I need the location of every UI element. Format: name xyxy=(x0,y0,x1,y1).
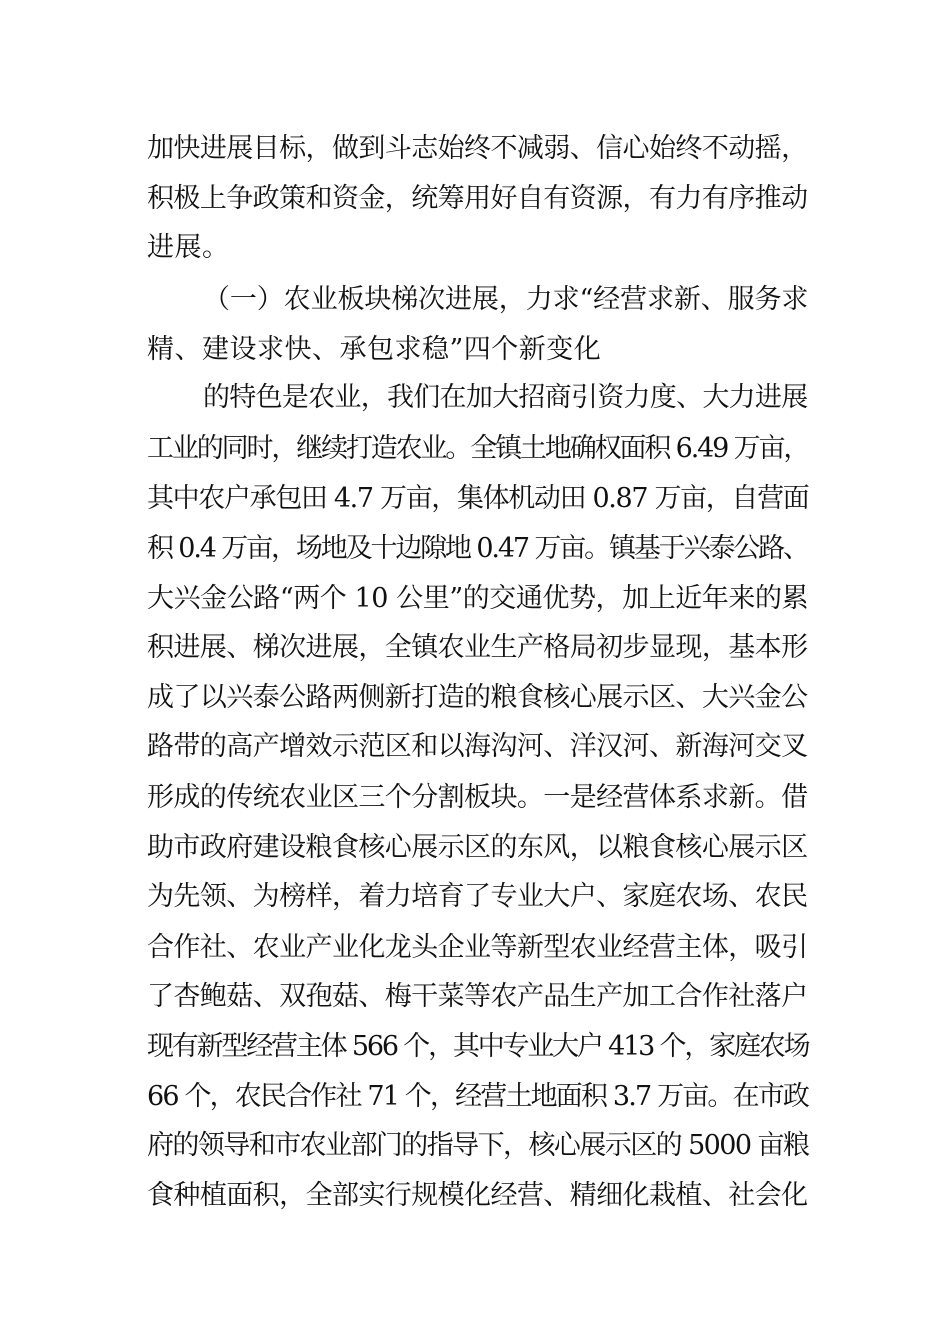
text-line: 合作社、农业产业化龙头企业等新型农业经营主体，吸引 xyxy=(147,932,808,963)
text-line: 成了以兴泰公路两侧新打造的粮食核心展示区、大兴金公 xyxy=(147,682,808,713)
text-line: 积极上争政策和资金，统筹用好自有资源，有力有序推动 xyxy=(147,183,808,214)
text-line: 大兴金公路“两个 10 公里”的交通优势，加上近年来的累 xyxy=(147,583,809,614)
text-line: 66 个，农民合作社 71 个，经营土地面积 3.7 万亩。在市政 xyxy=(147,1081,809,1112)
text-line: 助市政府建设粮食核心展示区的东风，以粮食核心展示区 xyxy=(147,832,808,863)
text-line: 积 0.4 万亩，场地及十边隙地 0.47 万亩。镇基于兴泰公路、 xyxy=(147,533,808,564)
text-line: 的特色是农业，我们在加大招商引资力度、大力进展 xyxy=(203,382,808,413)
text-line: 进展。 xyxy=(147,232,230,263)
text-line: 为先领、为榜样，着力培育了专业大户、家庭农场、农民 xyxy=(147,881,808,912)
text-line: 现有新型经营主体 566 个，其中专业大户 413 个，家庭农场 xyxy=(147,1031,809,1062)
text-line: 其中农户承包田 4.7 万亩，集体机动田 0.87 万亩，自营面 xyxy=(147,483,809,514)
text-line: 了杏鲍菇、双孢菇、梅干菜等农产品生产加工合作社落户 xyxy=(147,981,808,1012)
text-line: 加快进展目标，做到斗志始终不减弱、信心始终不动摇， xyxy=(147,133,808,164)
text-line: 工业的同时，继续打造农业。全镇土地确权面积 6.49 万亩， xyxy=(147,433,809,464)
text-line: 形成的传统农业区三个分割板块。一是经营体系求新。借 xyxy=(147,782,808,813)
text-line: 食种植面积，全部实行规模化经营、精细化栽植、社会化 xyxy=(147,1180,808,1211)
text-line: 路带的高产增效示范区和以海沟河、洋汉河、新海河交叉 xyxy=(147,731,808,762)
text-line: 积进展、梯次进展，全镇农业生产格局初步显现，基本形 xyxy=(147,632,808,663)
section-heading-line: （一）农业板块梯次进展，力求“经营求新、服务求 xyxy=(203,284,809,315)
section-heading-line: 精、建设求快、承包求稳”四个新变化 xyxy=(147,334,602,365)
text-line: 府的领导和市农业部门的指导下，核心展示区的 5000 亩粮 xyxy=(147,1130,809,1161)
